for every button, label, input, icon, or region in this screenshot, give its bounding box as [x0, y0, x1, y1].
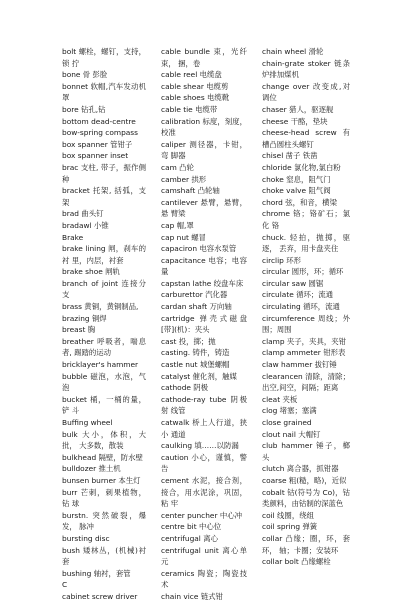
- glossary-entry: chain vice 链式钳: [161, 591, 223, 601]
- glossary-entry: circumference 周线；外 围；周围: [262, 313, 350, 335]
- glossary-entry: centrifugal 离心: [161, 533, 218, 543]
- glossary-entry: clamp ammeter 钳形表: [262, 348, 346, 358]
- glossary-entry: cement 水泥，接合剂， 接合，用水泥涂，巩固，粘 牢: [161, 475, 247, 509]
- glossary-entry: coil spring 弹簧: [262, 522, 318, 532]
- glossary-entry: cap nut 螺冒: [161, 232, 207, 242]
- glossary-entry: Buffing wheel: [62, 418, 113, 427]
- glossary-entry: bursting disc: [62, 533, 110, 543]
- glossary-entry: cable shoes 电缆靴: [161, 93, 230, 103]
- glossary-entry: bolt 螺栓，螺钉，支持，锁 拧: [62, 47, 146, 68]
- glossary-entry: caliper 测径器，卡钳，弯 脚器: [161, 139, 247, 161]
- glossary-entry: catwalk 桥上人行道，狭小 通道: [161, 418, 247, 439]
- glossary-entry: chloride 氯化物,氯白粉: [262, 162, 341, 172]
- glossary-entry: capacitance 电容；电容量: [161, 255, 247, 277]
- glossary-entry: brake lining 闸，刹车的衬 里，内层，衬套: [62, 244, 146, 265]
- glossary-entry: chaser 猎人，驱逐舰: [262, 104, 334, 114]
- glossary-entry: brass 黄铜，黄铜制品,: [62, 302, 139, 312]
- glossary-entry: clutch 离合器，抓钳器: [262, 464, 339, 474]
- glossary-entry: capstan lathe 绞盘车床: [161, 278, 244, 288]
- glossary-entry: coarse 粗(糙，略)，近似: [262, 475, 347, 485]
- glossary-entry: change over 改变成,对 调位: [262, 81, 350, 103]
- glossary-entry: close grained: [262, 418, 312, 427]
- glossary-entry: clamp 夹子，夹具，夹钳: [262, 336, 347, 346]
- glossary-entry: cantilever 悬臂，悬臂，悬 臂梁: [161, 197, 247, 219]
- glossary-entry: clearancen 清除，清除； 出空,间空，间隔；距离: [262, 371, 350, 393]
- glossary-entry: casting. 铸件，铸造: [161, 348, 230, 358]
- glossary-entry: centre bit 中心位: [161, 522, 222, 532]
- glossary-column-1: [62, 46, 146, 603]
- glossary-entry: cap 帽,罩: [161, 220, 194, 230]
- glossary-entry: bulk 大小，体积，大批， 大多数，散装: [62, 429, 146, 451]
- glossary-entry: box spanner inset: [62, 151, 129, 161]
- glossary-entry: circular 圆形，环；循环: [262, 267, 344, 277]
- glossary-entry: bore 钻孔,钻: [62, 104, 106, 114]
- glossary-entry: bush 矮林丛，(机械)衬套: [62, 545, 146, 567]
- glossary-entry: cheese 干酪，垫块: [262, 116, 328, 126]
- glossary-entry: bucket 桶，一桶的量，铲 斗: [62, 394, 146, 416]
- glossary-entry: bricklayer's hammer: [62, 360, 139, 370]
- glossary-entry: caution 小心，谨慎，警告: [161, 452, 247, 474]
- glossary-entry: coil 线圈，绕组: [262, 510, 314, 520]
- glossary-entry: collar bolt 凸缘螺栓: [262, 557, 331, 567]
- glossary-entry: ceramics 陶瓷；陶瓷技术: [161, 568, 247, 590]
- glossary-entry: bunsen burner 本生灯: [62, 475, 141, 485]
- glossary-entry: cable tie 电缆带: [161, 104, 218, 114]
- glossary-entry: cartridge 弹壳式磁盘 [带](机)：夹头: [161, 313, 247, 335]
- glossary-entry: bottom dead-centre: [62, 116, 136, 126]
- glossary-entry: cobalt 钴(符号为 Co)，钴 类颜料，由钴制的深蓝色: [262, 487, 350, 509]
- glossary-entry: calibration 标度，刻度， 校准: [161, 116, 247, 138]
- glossary-column-3: [262, 46, 350, 568]
- glossary-entry: capaciron 电容水泵管: [161, 244, 237, 254]
- glossary-entry: brake shoe 闸轨: [62, 267, 120, 277]
- glossary-entry: claw hammer 拔钉锤: [262, 360, 337, 370]
- glossary-entry: Brake: [62, 232, 84, 242]
- glossary-entry: bulkhead 隔壁，防水壁: [62, 452, 143, 462]
- glossary-entry: bone 骨 彭脸: [62, 70, 108, 80]
- glossary-entry: castle nut 城堡螺帽: [161, 360, 230, 370]
- glossary-entry: cathode 阴极: [161, 383, 209, 393]
- glossary-entry: bonnet 软帽,汽车发动机 罩: [62, 81, 146, 103]
- glossary-entry: cable reel 电缆盘: [161, 70, 222, 80]
- glossary-entry: choke valve 阻气阀: [262, 186, 331, 196]
- glossary-entry: cardan shaft 万向轴: [161, 302, 232, 312]
- glossary-entry: collar 凸缘；圈，环，套环， 轴；卡圈；安装环: [262, 533, 350, 555]
- glossary-entry: cable shear 电缆剪: [161, 81, 229, 91]
- glossary-entry: bow-spring compass: [62, 128, 138, 138]
- glossary-entry: chuck. 轻拍，抛掷，驱逐， 丢弃，用卡盘夹住: [262, 232, 350, 254]
- glossary-entry: burr 芒刺，刺果植物，钻 球: [62, 487, 146, 509]
- glossary-entry: caulking 填……以防漏: [161, 441, 239, 451]
- glossary-entry: bulldozer 推土机: [62, 464, 121, 474]
- glossary-entry: cleat 夹板: [262, 394, 298, 404]
- glossary-entry: chain-grate stoker 链条 炉排加煤机: [262, 58, 350, 80]
- glossary-entry: carburettor 汽化器: [161, 290, 228, 300]
- glossary-entry: bradawl 小锥: [62, 220, 109, 230]
- glossary-entry: cheese-head screw 有 槽凸圆柱头螺钉: [262, 128, 350, 149]
- glossary-entry: bubble 磁泡，水泡，气泡: [62, 371, 146, 393]
- glossary-entry: branch of joint 连接分支: [62, 278, 146, 300]
- glossary-entry: choke 窒息，阻气门: [262, 174, 331, 184]
- glossary-entry: brac 支柱, 带子，振作侧 种: [62, 162, 146, 184]
- glossary-entry: chrome 铬；铬矿石；氯化 铬: [262, 209, 350, 230]
- glossary-entry: clout nail 大帽钉: [262, 429, 321, 439]
- glossary-entry: centrifugal unit 离心单元: [161, 545, 247, 567]
- glossary-column-2: [161, 46, 247, 603]
- glossary-entry: center puncher 中心冲: [161, 510, 243, 520]
- glossary-entry: breast 胸: [62, 325, 96, 335]
- glossary-entry: chain wheel 滑轮: [262, 47, 324, 56]
- glossary-entry: chisel 凿子 铁凿: [262, 151, 318, 161]
- glossary-entry: box spanner 管钳子: [62, 139, 133, 149]
- glossary-entry: catalyst 催化剂，触媒: [161, 371, 237, 381]
- glossary-entry: circulating 循环，流通: [262, 302, 340, 312]
- glossary-entry: C: [62, 580, 68, 590]
- glossary-entry: chord 弦，和音，横梁: [262, 197, 337, 207]
- glossary-entry: cabinet screw driver: [62, 591, 138, 601]
- glossary-entry: brad 曲头钉: [62, 209, 104, 219]
- glossary-entry: camber 拱形: [161, 174, 207, 184]
- glossary-entry: clog 堵塞；塞满: [262, 406, 317, 416]
- glossary-entry: cast 投，掷；抛: [161, 336, 216, 346]
- glossary-entry: cable bundle 束，光纤束， 捆，卷: [161, 47, 247, 68]
- glossary-entry: cathode-ray tube 阴极射 线管: [161, 394, 247, 416]
- glossary-entry: cam 凸轮: [161, 162, 194, 172]
- glossary-entry: club hammer 锤子，榔头: [262, 441, 350, 462]
- glossary-entry: circulate 循环；流通: [262, 290, 334, 300]
- glossary-entry: burstn. 突然破裂，爆发， 脉冲: [62, 510, 146, 532]
- glossary-entry: bushing 轴衬，套管: [62, 568, 131, 578]
- glossary-entry: circular saw 圆锯: [262, 278, 324, 288]
- glossary-entry: brazing 铜焊: [62, 313, 107, 323]
- glossary-entry: bracket 托架, 括弧，支架: [62, 186, 146, 207]
- glossary-entry: breather 呼吸者，喘息者, 踢踏的运动: [62, 336, 146, 358]
- glossary-entry: circlip 环形: [262, 255, 301, 265]
- glossary-entry: camshaft 凸轮轴: [161, 186, 220, 196]
